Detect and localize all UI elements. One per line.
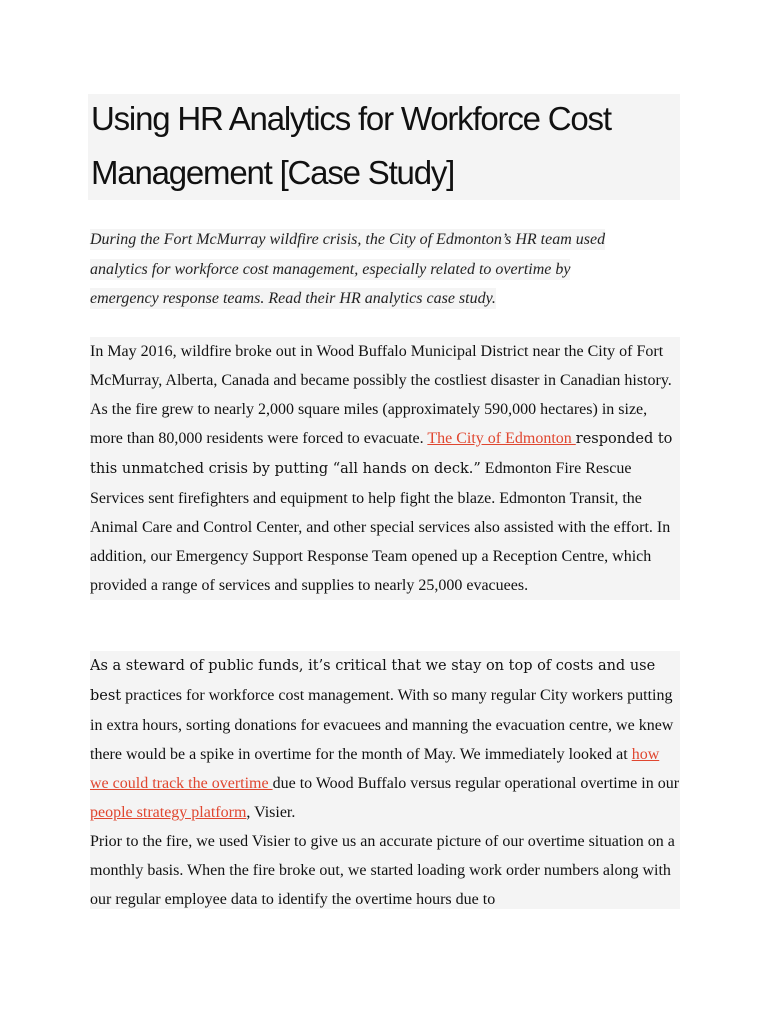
link-city-of-edmonton[interactable]: The City of Edmonton: [427, 430, 576, 447]
paragraph-1-text-c: Edmonton Fire Rescue Services sent firefighters and equipment to help fight the blaze. Edmonton Transit, the Animal Care and Control Center, and other special services also assisted with the effort. In addition, our Emergency Support Response Team opened up a Reception Centre, which provided a range of services and supplies to nearly 25,000 evacuees.: [90, 460, 671, 594]
paragraph-1-quote: responded to this unmatched crisis by putting “all hands on deck.”: [90, 431, 673, 477]
paragraph-1-text-a: In May 2016, wildfire broke out in Wood Buffalo Municipal District near the City of Fort McMurray, Alberta, Canada and became possibly the costliest disaster in Canadian history. As the fire grew to nearly 2,000 square miles (approximately 590,000 hectares) in size, more than 80,000 residents were forced to evacuate.: [90, 343, 672, 447]
lead-line-2: analytics for workforce cost management, especially related to overtime by: [90, 260, 571, 278]
paragraph-2-text-c: due to Wood Buffalo versus regular operational overtime in our: [272, 775, 680, 792]
body-paragraph-2: [90, 651, 680, 909]
page-title: Using HR Analytics for Workforce Cost Management [Case Study]: [91, 100, 611, 191]
lead-line-3: emergency response teams. Read their HR analytics case study.: [90, 290, 496, 307]
lead-line-1: During the Fort McMurray wildfire crisis, the City of Edmonton’s HR team used: [90, 231, 606, 248]
paragraph-2-text-d: , Visier.: [246, 804, 296, 821]
body-paragraph-1: [90, 337, 680, 600]
paragraph-2-text-a: As a steward of public funds, it’s critical that we stay on top of costs and use best: [90, 658, 656, 704]
paragraph-2-text-b: practices for workforce cost management. With so many regular City workers putting in extra hours, sorting donations for evacuees and manning the evacuation centre, we knew there would be a spike in overtime for the month of May. We immediately looked at: [90, 687, 674, 763]
paragraph-3-text: Prior to the fire, we used Visier to give us an accurate picture of our overtime situation on a monthly basis. When the fire broke out, we started loading work order numbers along with our regular employee data to identify the overtime hours due to: [90, 833, 675, 908]
lead-paragraph: [90, 225, 680, 314]
link-people-strategy-platform[interactable]: people strategy platform: [90, 804, 247, 821]
link-track-overtime[interactable]: how we could track the overtime: [90, 746, 660, 792]
